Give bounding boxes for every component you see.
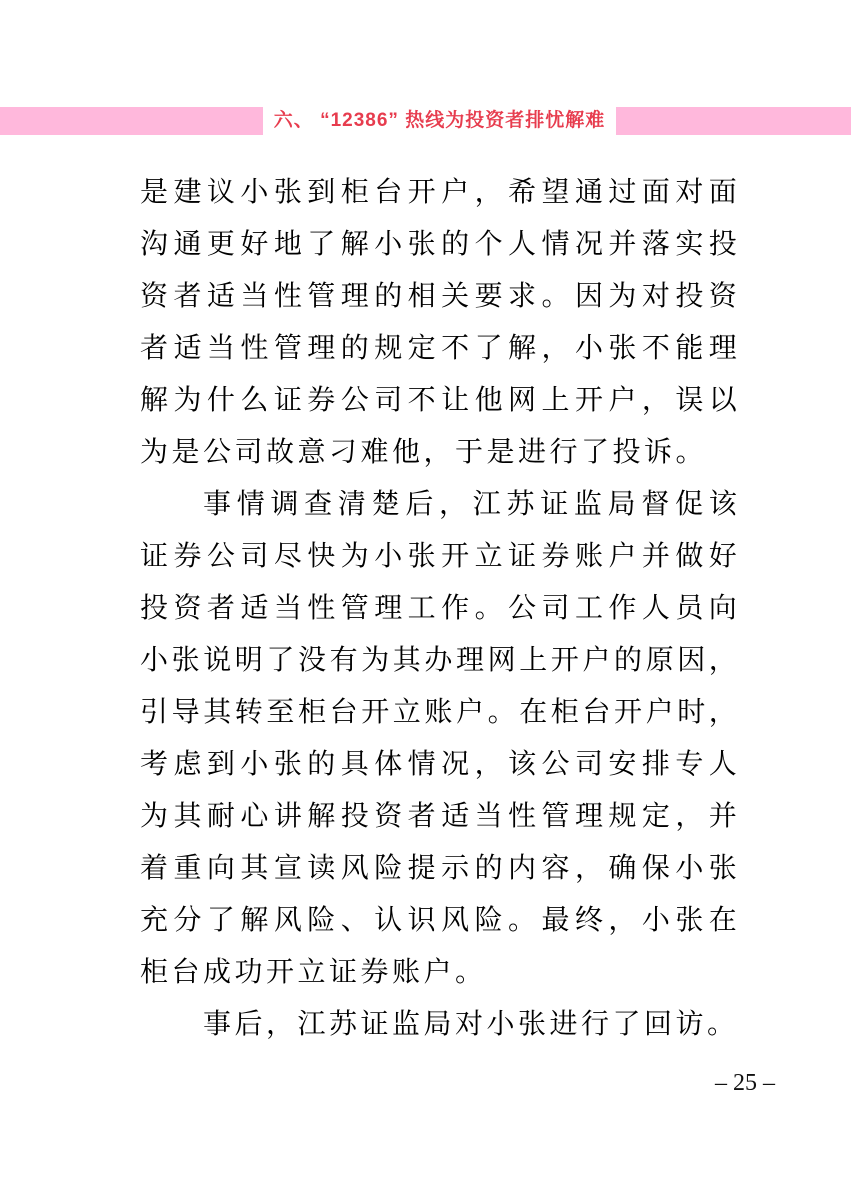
- text-line-4: 者适当性管理的规定不了解，小张不能理: [140, 333, 740, 364]
- text-line-3: 资者适当性管理的相关要求。因为对投资: [140, 281, 740, 312]
- chapter-title: 六、 “12386” 热线为投资者排忧解难: [273, 110, 606, 131]
- header-band-left: [0, 107, 263, 135]
- text-line-10: 小张说明了没有为其办理网上开户的原因，: [140, 645, 740, 676]
- text-line-16: 柜台成功开立证券账户。: [140, 957, 487, 988]
- header-band-right: [616, 107, 851, 135]
- chapter-header: [0, 107, 851, 135]
- text-line-11: 引导其转至柜台开立账户。在柜台开户时，: [140, 697, 740, 728]
- text-line-14: 着重向其宣读风险提示的内容，确保小张: [140, 853, 740, 884]
- text-line-9: 投资者适当性管理工作。公司工作人员向: [140, 593, 740, 624]
- text-line-7: 事情调查清楚后，江苏证监局督促该: [203, 489, 740, 520]
- text-line-15: 充分了解风险、认识风险。最终，小张在: [140, 905, 740, 936]
- page-number: – 25 –: [715, 1070, 775, 1096]
- body-text: [140, 167, 740, 1051]
- text-line-1: 是建议小张到柜台开户，希望通过面对面: [140, 177, 740, 208]
- text-line-5: 解为什么证券公司不让他网上开户，误以: [140, 385, 740, 416]
- text-line-2: 沟通更好地了解小张的个人情况并落实投: [140, 229, 740, 260]
- text-line-8: 证券公司尽快为小张开立证券账户并做好: [140, 541, 740, 572]
- text-line-17: 事后，江苏证监局对小张进行了回访。: [203, 1009, 739, 1040]
- text-line-13: 为其耐心讲解投资者适当性管理规定，并: [140, 801, 740, 832]
- text-line-12: 考虑到小张的具体情况，该公司安排专人: [140, 749, 740, 780]
- text-line-6: 为是公司故意刁难他，于是进行了投诉。: [140, 437, 708, 468]
